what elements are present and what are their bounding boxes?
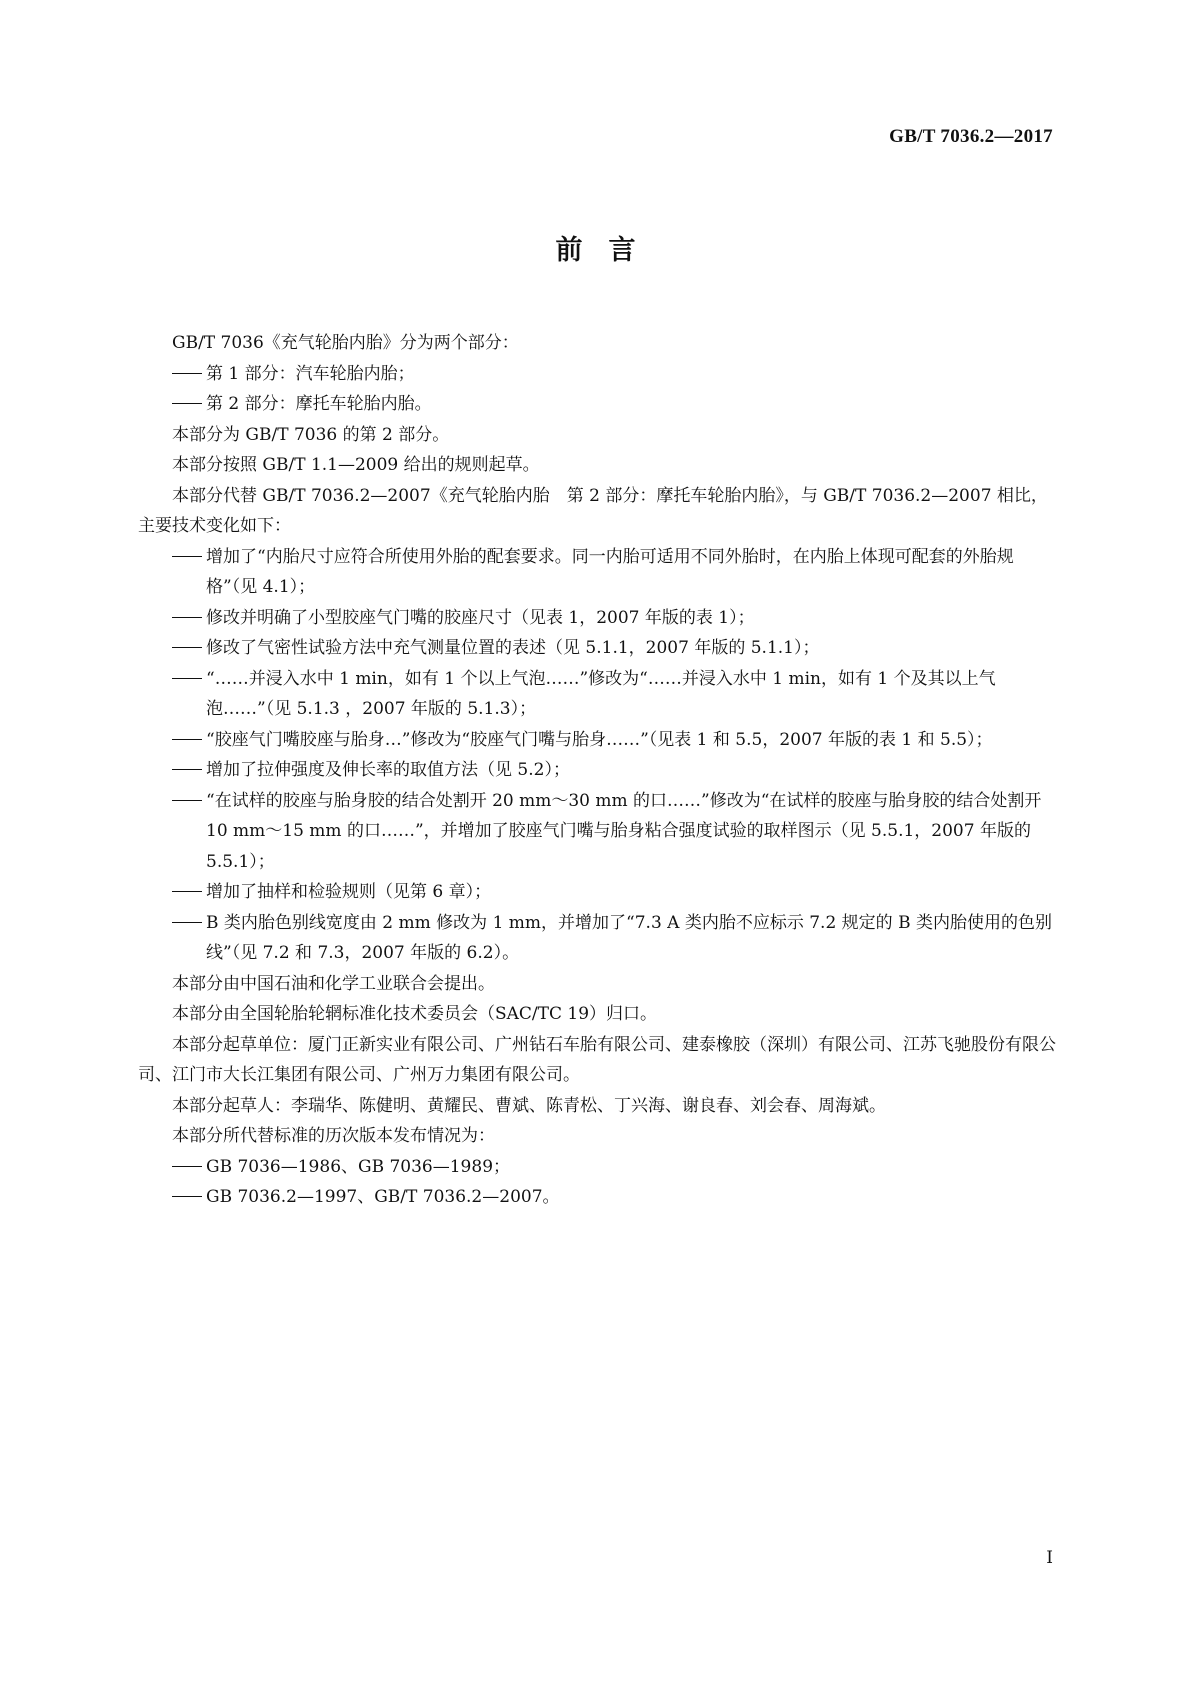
- list-item-text: “……并浸入水中 1 min，如有 1 个以上气泡……”修改为“……并浸入水中 1 min，如有 1 个及其以上气泡……”（见 5.1.3 ，2007 年版的 5.1.3）；: [206, 668, 996, 719]
- paragraph-text: 本部分由全国轮胎轮辋标准化技术委员会（SAC/TC 19）归口。: [172, 1004, 658, 1024]
- paragraph: [138, 481, 1061, 542]
- list-item: [138, 359, 1061, 390]
- dash-bullet: [172, 633, 206, 634]
- list-item-text: 增加了拉伸强度及伸长率的取值方法（见 5.2）；: [206, 760, 570, 780]
- list-item: [138, 633, 1061, 664]
- list-item-text: GB 7036.2—1997、GB/T 7036.2—2007。: [206, 1187, 560, 1207]
- dash-bullet: [172, 603, 206, 604]
- dash-bullet: [172, 542, 206, 543]
- list-item-text: B 类内胎色别线宽度由 2 mm 修改为 1 mm，并增加了“7.3 A 类内胎不应标示 7.2 规定的 B 类内胎使用的色别线”（见 7.2 和 7.3，2007 年版的 6.2）。: [206, 912, 1052, 963]
- dash-bullet: [172, 359, 206, 360]
- paragraph-text: 本部分由中国石油和化学工业联合会提出。: [172, 973, 495, 994]
- list-item: [138, 908, 1061, 969]
- paragraph-text: 本部分按照 GB/T 1.1—2009 给出的规则起草。: [172, 455, 540, 475]
- paragraph-text: 本部分为 GB/T 7036 的第 2 部分。: [172, 424, 450, 445]
- dash-bullet: [172, 908, 206, 909]
- paragraph: [138, 1091, 1061, 1122]
- dash-bullet: [172, 1182, 206, 1183]
- list-item-text: GB 7036—1986、GB 7036—1989；: [206, 1156, 511, 1177]
- list-item: [138, 664, 1061, 725]
- list-item: [138, 1182, 1061, 1213]
- paragraph: [138, 450, 1061, 481]
- dash-bullet: [172, 877, 206, 878]
- paragraph-text: 本部分起草人：李瑞华、陈健明、黄耀民、曹斌、陈青松、丁兴海、谢良春、刘会春、周海斌。: [172, 1095, 886, 1116]
- paragraph: [138, 1121, 1061, 1152]
- standard-number: GB/T 7036.2—2017: [889, 126, 1053, 147]
- paragraph-text: 本部分所代替标准的历次版本发布情况为：: [172, 1126, 495, 1146]
- list-item-text: “在试样的胶座与胎身胶的结合处割开 20 mm～30 mm 的口……”修改为“在试样的胶座与胎身胶的结合处割开 10 mm～15 mm 的口……”，并增加了胶座气门嘴与胎身粘合强度试验的取样图示（见 5.5.1，2007 年版的 5.5.1）；: [206, 790, 1042, 872]
- page-number: I: [1046, 1548, 1053, 1568]
- dash-bullet: [172, 1152, 206, 1153]
- foreword-body: [138, 328, 1061, 1213]
- paragraph: [138, 969, 1061, 1000]
- paragraph-text: GB/T 7036《充气轮胎内胎》分为两个部分：: [172, 333, 519, 353]
- list-item-text: “胶座气门嘴胶座与胎身…”修改为“胶座气门嘴与胎身……”（见表 1 和 5.5，2007 年版的表 1 和 5.5）；: [206, 729, 993, 750]
- dash-bullet: [172, 725, 206, 726]
- list-item-text: 第 1 部分：汽车轮胎内胎；: [206, 363, 415, 384]
- list-item: [138, 877, 1061, 908]
- list-item: [138, 786, 1061, 878]
- paragraph: [138, 420, 1061, 451]
- list-item-text: 修改了气密性试验方法中充气测量位置的表述（见 5.1.1，2007 年版的 5.1.1）；: [206, 638, 820, 658]
- paragraph-text: 本部分起草单位：厦门正新实业有限公司、广州钻石车胎有限公司、建泰橡胶（深圳）有限公司、江苏飞驰股份有限公司、江门市大长江集团有限公司、广州万力集团有限公司。: [138, 1034, 1056, 1085]
- list-item: [138, 1152, 1061, 1183]
- page-title: 前言: [555, 235, 662, 266]
- dash-bullet: [172, 755, 206, 756]
- dash-bullet: [172, 389, 206, 390]
- paragraph: [138, 1030, 1061, 1091]
- paragraph: [138, 328, 1061, 359]
- list-item-text: 增加了抽样和检验规则（见第 6 章）；: [206, 882, 492, 902]
- list-item: [138, 725, 1061, 756]
- list-item: [138, 542, 1061, 603]
- dash-bullet: [172, 786, 206, 787]
- list-item: [138, 755, 1061, 786]
- list-item-text: 增加了“内胎尺寸应符合所使用外胎的配套要求。同一内胎可适用不同外胎时，在内胎上体现可配套的外胎规格”（见 4.1）；: [206, 546, 1014, 597]
- dash-bullet: [172, 664, 206, 665]
- list-item-text: 第 2 部分：摩托车轮胎内胎。: [206, 394, 432, 414]
- paragraph-text: 本部分代替 GB/T 7036.2—2007《充气轮胎内胎 第 2 部分：摩托车轮胎内胎》，与 GB/T 7036.2—2007 相比，主要技术变化如下：: [138, 485, 1048, 536]
- list-item: [138, 603, 1061, 634]
- list-item-text: 修改并明确了小型胶座气门嘴的胶座尺寸（见表 1，2007 年版的表 1）；: [206, 607, 755, 628]
- list-item: [138, 389, 1061, 420]
- paragraph: [138, 999, 1061, 1030]
